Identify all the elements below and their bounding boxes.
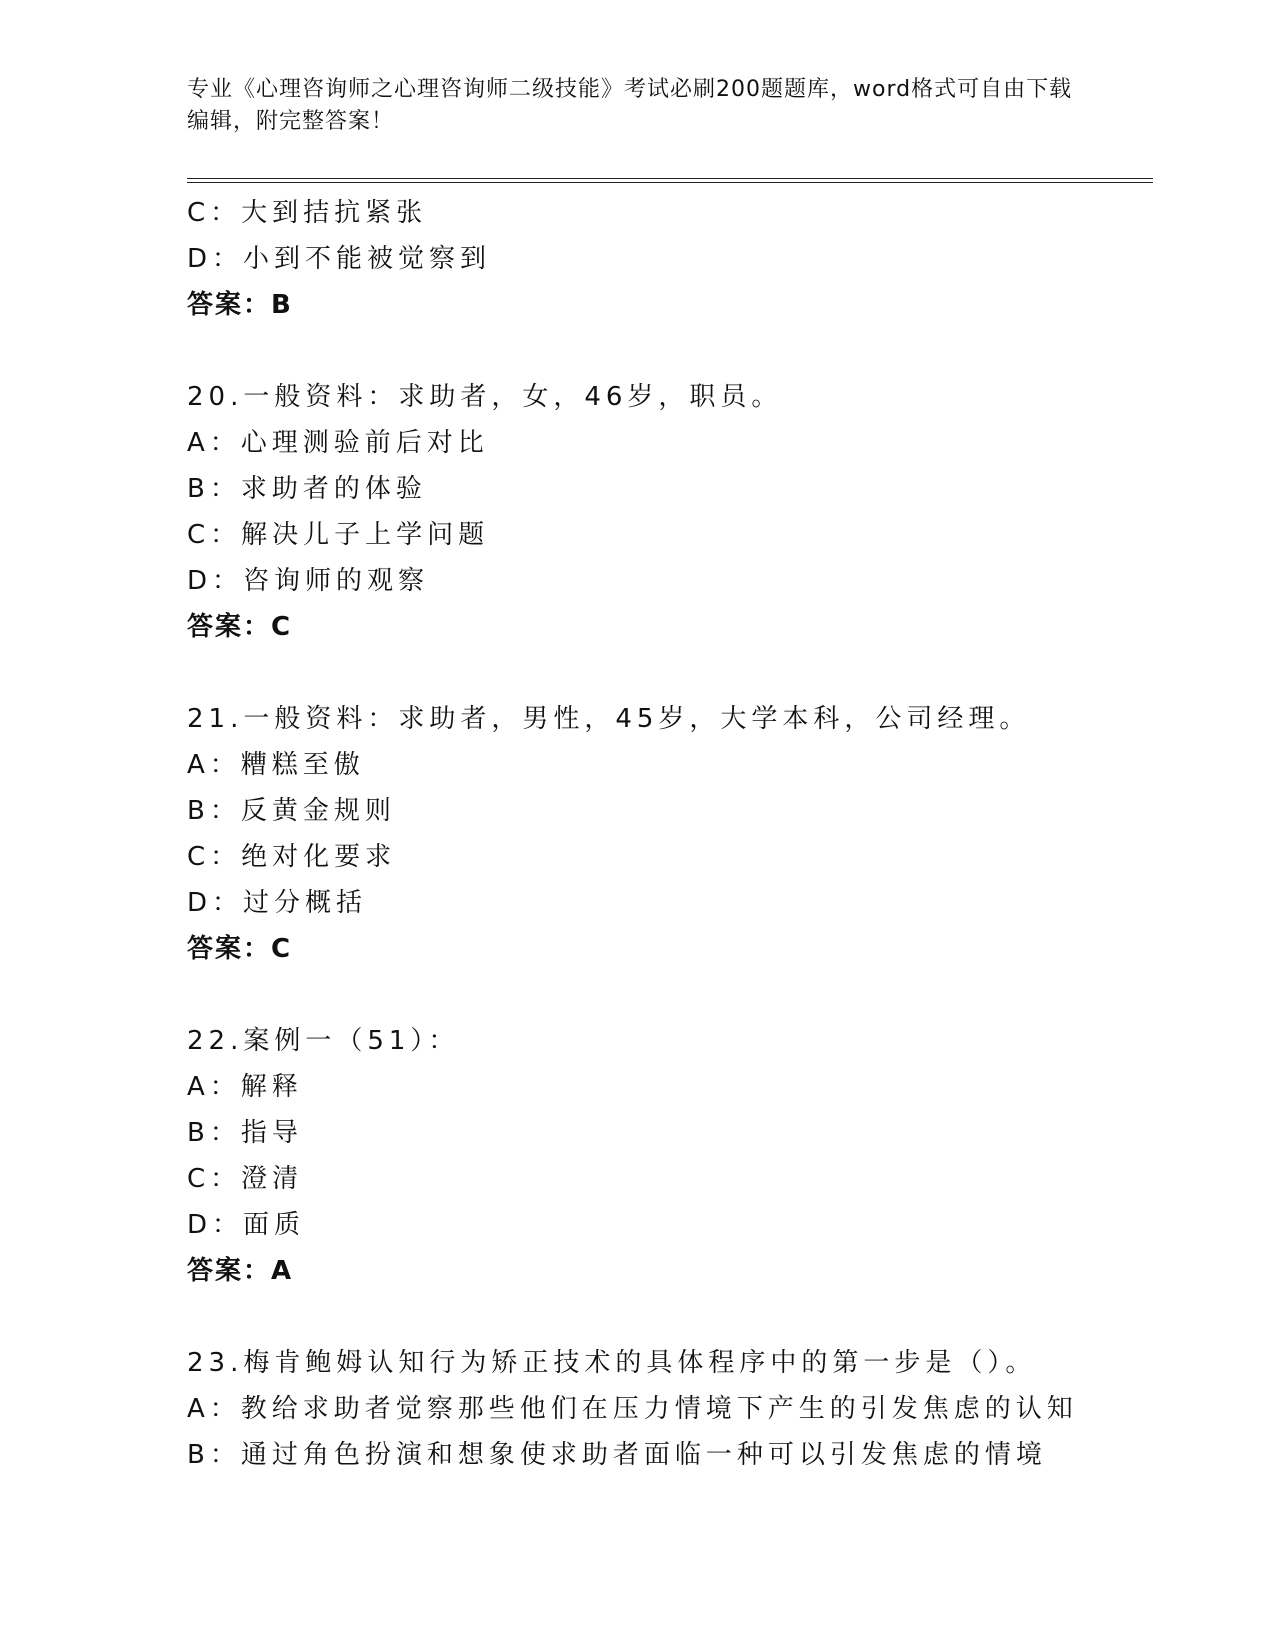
option-d: D：小到不能被觉察到	[187, 244, 492, 274]
question-stem: 21.一般资料：求助者，男性，45岁，大学本科，公司经理。	[187, 704, 1031, 734]
option-d: D：面质	[187, 1210, 306, 1240]
option-c: C：解决儿子上学问题	[187, 520, 490, 550]
question-stem: 23.梅肯鲍姆认知行为矫正技术的具体程序中的第一步是（）。	[187, 1348, 1037, 1378]
question-20	[187, 374, 1153, 650]
option-c: C：大到拮抗紧张	[187, 198, 428, 228]
option-b: B：反黄金规则	[187, 796, 396, 826]
question-continued	[187, 190, 1153, 328]
question-list	[187, 190, 1153, 1478]
page-header: 专业《心理咨询师之心理咨询师二级技能》考试必刷200题题库，word格式可自由下载编辑，附完整答案！	[187, 77, 1073, 134]
option-a: A：解释	[187, 1072, 303, 1102]
answer-text: 答案：B	[187, 290, 293, 320]
answer-text: 答案：C	[187, 934, 293, 964]
option-a: A：教给求助者觉察那些他们在压力情境下产生的引发焦虑的认知	[187, 1394, 1078, 1424]
question-22	[187, 1018, 1153, 1294]
question-23	[187, 1340, 1153, 1478]
option-a: A：糟糕至傲	[187, 750, 365, 780]
option-b: B：求助者的体验	[187, 474, 427, 504]
question-21	[187, 696, 1153, 972]
question-stem: 20.一般资料：求助者，女，46岁，职员。	[187, 382, 783, 412]
option-a: A：心理测验前后对比	[187, 428, 489, 458]
option-c: C：绝对化要求	[187, 842, 397, 872]
answer-text: 答案：C	[187, 612, 293, 642]
answer-text: 答案：A	[187, 1256, 294, 1286]
option-b: B：通过角色扮演和想象使求助者面临一种可以引发焦虑的情境	[187, 1440, 1047, 1470]
option-c: C：澄清	[187, 1164, 304, 1194]
option-d: D：咨询师的观察	[187, 566, 430, 596]
question-stem: 22.案例一（51）：	[187, 1026, 460, 1056]
option-b: B：指导	[187, 1118, 303, 1148]
option-d: D：过分概括	[187, 888, 368, 918]
header-divider	[187, 178, 1153, 183]
